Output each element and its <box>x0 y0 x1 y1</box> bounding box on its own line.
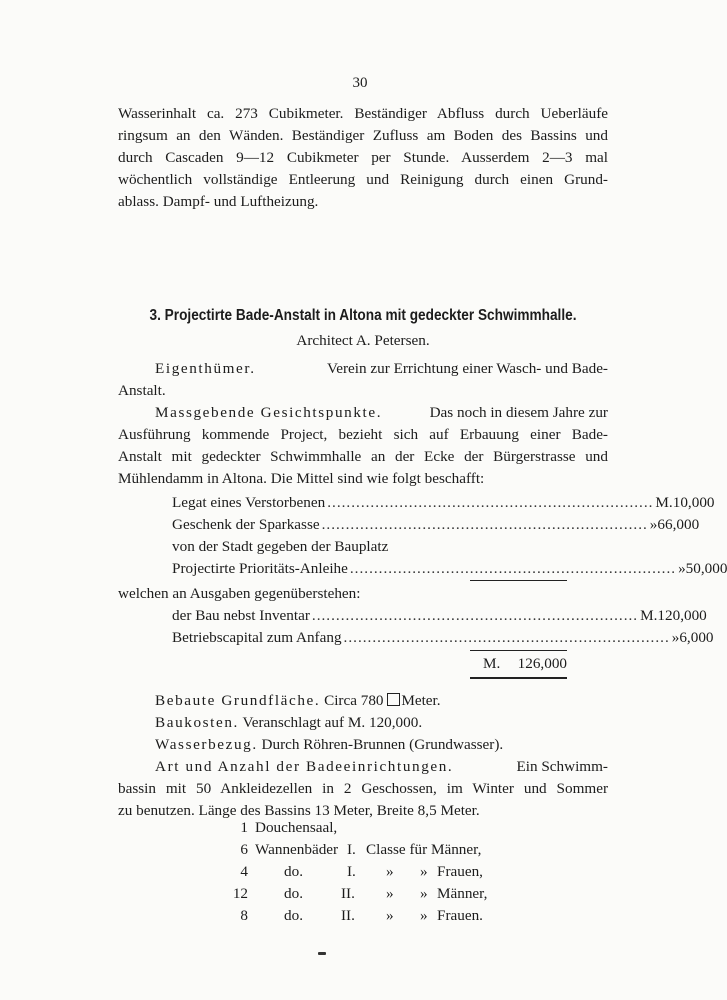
expense-currency: » <box>671 629 680 646</box>
bathing-line-1 <box>155 756 608 778</box>
funding-amount: 10,000 <box>672 494 715 511</box>
bathing-line-2: bassin mit 50 Ankleidezellen in 2 Geschossen, im Winter und Sommer <box>118 780 608 797</box>
total-double-rule <box>470 677 567 679</box>
facility-count: 8 <box>240 907 248 924</box>
funding-currency: » <box>649 516 658 533</box>
facility-name: do. <box>284 907 303 924</box>
print-mark <box>318 952 326 955</box>
facility-ditto-1: » <box>386 885 394 902</box>
expense-row <box>172 627 714 649</box>
facility-count: 12 <box>232 885 248 902</box>
expenses-intro: welchen an Ausgaben gegenüberstehen: <box>118 585 361 602</box>
leader-dots: .................................................................... <box>311 607 639 624</box>
criteria-line-2: Ausführung kommende Project, bezieht sich auf Erbauung einer Bade- <box>118 426 608 443</box>
intro-line-1: Wasserinhalt ca. 273 Cubikmeter. Beständiger Abfluss durch Ueberläufe <box>118 105 608 122</box>
facility-class: II. <box>341 907 355 924</box>
facility-ditto-2: » <box>420 863 428 880</box>
intro-line-4: wöchentlich vollständige Entleerung und Reinigung durch einen Grund- <box>118 171 608 188</box>
leader-dots: .................................................................... <box>349 560 677 577</box>
funding-label: Geschenk der Sparkasse <box>172 516 320 533</box>
criteria-text: Das noch in diesem Jahre zur <box>429 404 608 421</box>
facility-class: II. <box>341 885 355 902</box>
facility-class: I. <box>347 841 356 858</box>
expense-label: Betriebscapital zum Anfang <box>172 629 342 646</box>
expense-row <box>172 605 707 627</box>
facility-name: Douchensaal, <box>255 819 338 836</box>
construction-cost-text: Veranschlagt auf M. 120,000. <box>242 714 423 731</box>
built-area-line <box>155 690 645 712</box>
funding-currency: M. <box>655 494 673 511</box>
expense-amount: 120,000 <box>657 607 707 624</box>
built-area-text: Circa 780 <box>324 692 384 709</box>
funding-amount: 50,000 <box>685 560 727 577</box>
intro-line-3: durch Cascaden 9—12 Cubikmeter per Stunde. Ausserdem 2—3 mal <box>118 149 608 166</box>
facility-ditto-1: » <box>386 907 394 924</box>
facility-target: Männer, <box>437 885 488 902</box>
funding-currency: » <box>678 560 686 577</box>
facility-count: 1 <box>240 819 248 836</box>
leader-dots: .................................................................... <box>321 516 648 533</box>
funding-amount: 66,000 <box>657 516 700 533</box>
water-supply-label: Wasserbezug. <box>155 736 258 753</box>
owner-line-2: Anstalt. <box>118 382 166 399</box>
water-supply-line <box>155 734 645 756</box>
architect-line: Architect A. Petersen. <box>296 332 430 349</box>
owner-line-1 <box>155 358 608 380</box>
facility-count: 6 <box>240 841 248 858</box>
subtotal-rule <box>470 580 567 581</box>
section-heading: 3. Projectirte Bade-Anstalt in Altona mit gedeckter Schwimmhalle. <box>149 307 577 324</box>
leader-dots: .................................................................... <box>343 629 670 646</box>
expense-currency: M. <box>640 607 658 624</box>
facility-ditto-2: » <box>420 885 428 902</box>
intro-line-5: ablass. Dampf- und Luftheizung. <box>118 193 319 210</box>
facility-row <box>0 905 720 927</box>
total-row <box>172 653 567 675</box>
construction-cost-label: Baukosten. <box>155 714 239 731</box>
criteria-line-1 <box>155 402 608 424</box>
funding-row <box>172 536 567 558</box>
facility-count: 4 <box>240 863 248 880</box>
expense-amount: 6,000 <box>679 629 714 646</box>
bathing-line-3: zu benutzen. Länge des Bassins 13 Meter, Breite 8,5 Meter. <box>118 802 480 819</box>
criteria-line-4: Mühlendamm in Altona. Die Mittel sind wie folgt beschafft: <box>118 470 485 487</box>
total-amount: 126,000 <box>517 655 567 672</box>
funding-row <box>172 492 715 514</box>
intro-line-2: ringsum an den Wänden. Beständiger Zufluss am Boden des Bassins und <box>118 127 608 144</box>
expense-label: der Bau nebst Inventar <box>172 607 310 624</box>
built-area-label: Bebaute Grundfläche. <box>155 692 321 709</box>
funding-row <box>172 514 700 536</box>
facility-name: do. <box>284 885 303 902</box>
facility-ditto-2: » <box>420 907 428 924</box>
owner-text: Verein zur Errichtung einer Wasch- und Bade- <box>326 360 608 377</box>
facility-class: I. <box>347 863 356 880</box>
facility-row <box>0 883 720 905</box>
facility-name: do. <box>284 863 303 880</box>
owner-label: Eigenthümer. <box>155 360 256 377</box>
bathing-label: Art und Anzahl der Badeeinrichtungen. <box>155 758 454 775</box>
facility-row <box>0 817 720 839</box>
facility-target: Frauen, <box>437 863 483 880</box>
facility-ditto-1: » <box>386 863 394 880</box>
leader-dots: .................................................................... <box>327 494 654 511</box>
criteria-line-3: Anstalt mit gedeckter Schwimmhalle an der Ecke der Bürgerstrasse und <box>118 448 608 465</box>
facility-row <box>0 839 720 861</box>
facility-target: Classe für Männer, <box>366 841 482 858</box>
criteria-label: Massgebende Gesichtspunkte. <box>155 404 383 421</box>
bathing-text: Ein Schwimm- <box>516 758 608 775</box>
facility-target: Frauen. <box>437 907 483 924</box>
square-symbol-icon <box>387 693 400 706</box>
facility-row <box>0 861 720 883</box>
funding-label: von der Stadt gegeben der Bauplatz <box>172 538 389 555</box>
funding-row <box>172 558 727 580</box>
total-currency: M. <box>483 655 501 672</box>
water-supply-text: Durch Röhren-Brunnen (Grundwasser). <box>261 736 504 753</box>
facility-name: Wannenbäder <box>255 841 339 858</box>
page-number: 30 <box>352 75 368 91</box>
built-area-unit: Meter. <box>401 692 441 709</box>
funding-label: Projectirte Prioritäts-Anleihe <box>172 560 348 577</box>
construction-cost-line <box>155 712 645 734</box>
funding-label: Legat eines Verstorbenen <box>172 494 326 511</box>
total-rule <box>470 650 567 651</box>
